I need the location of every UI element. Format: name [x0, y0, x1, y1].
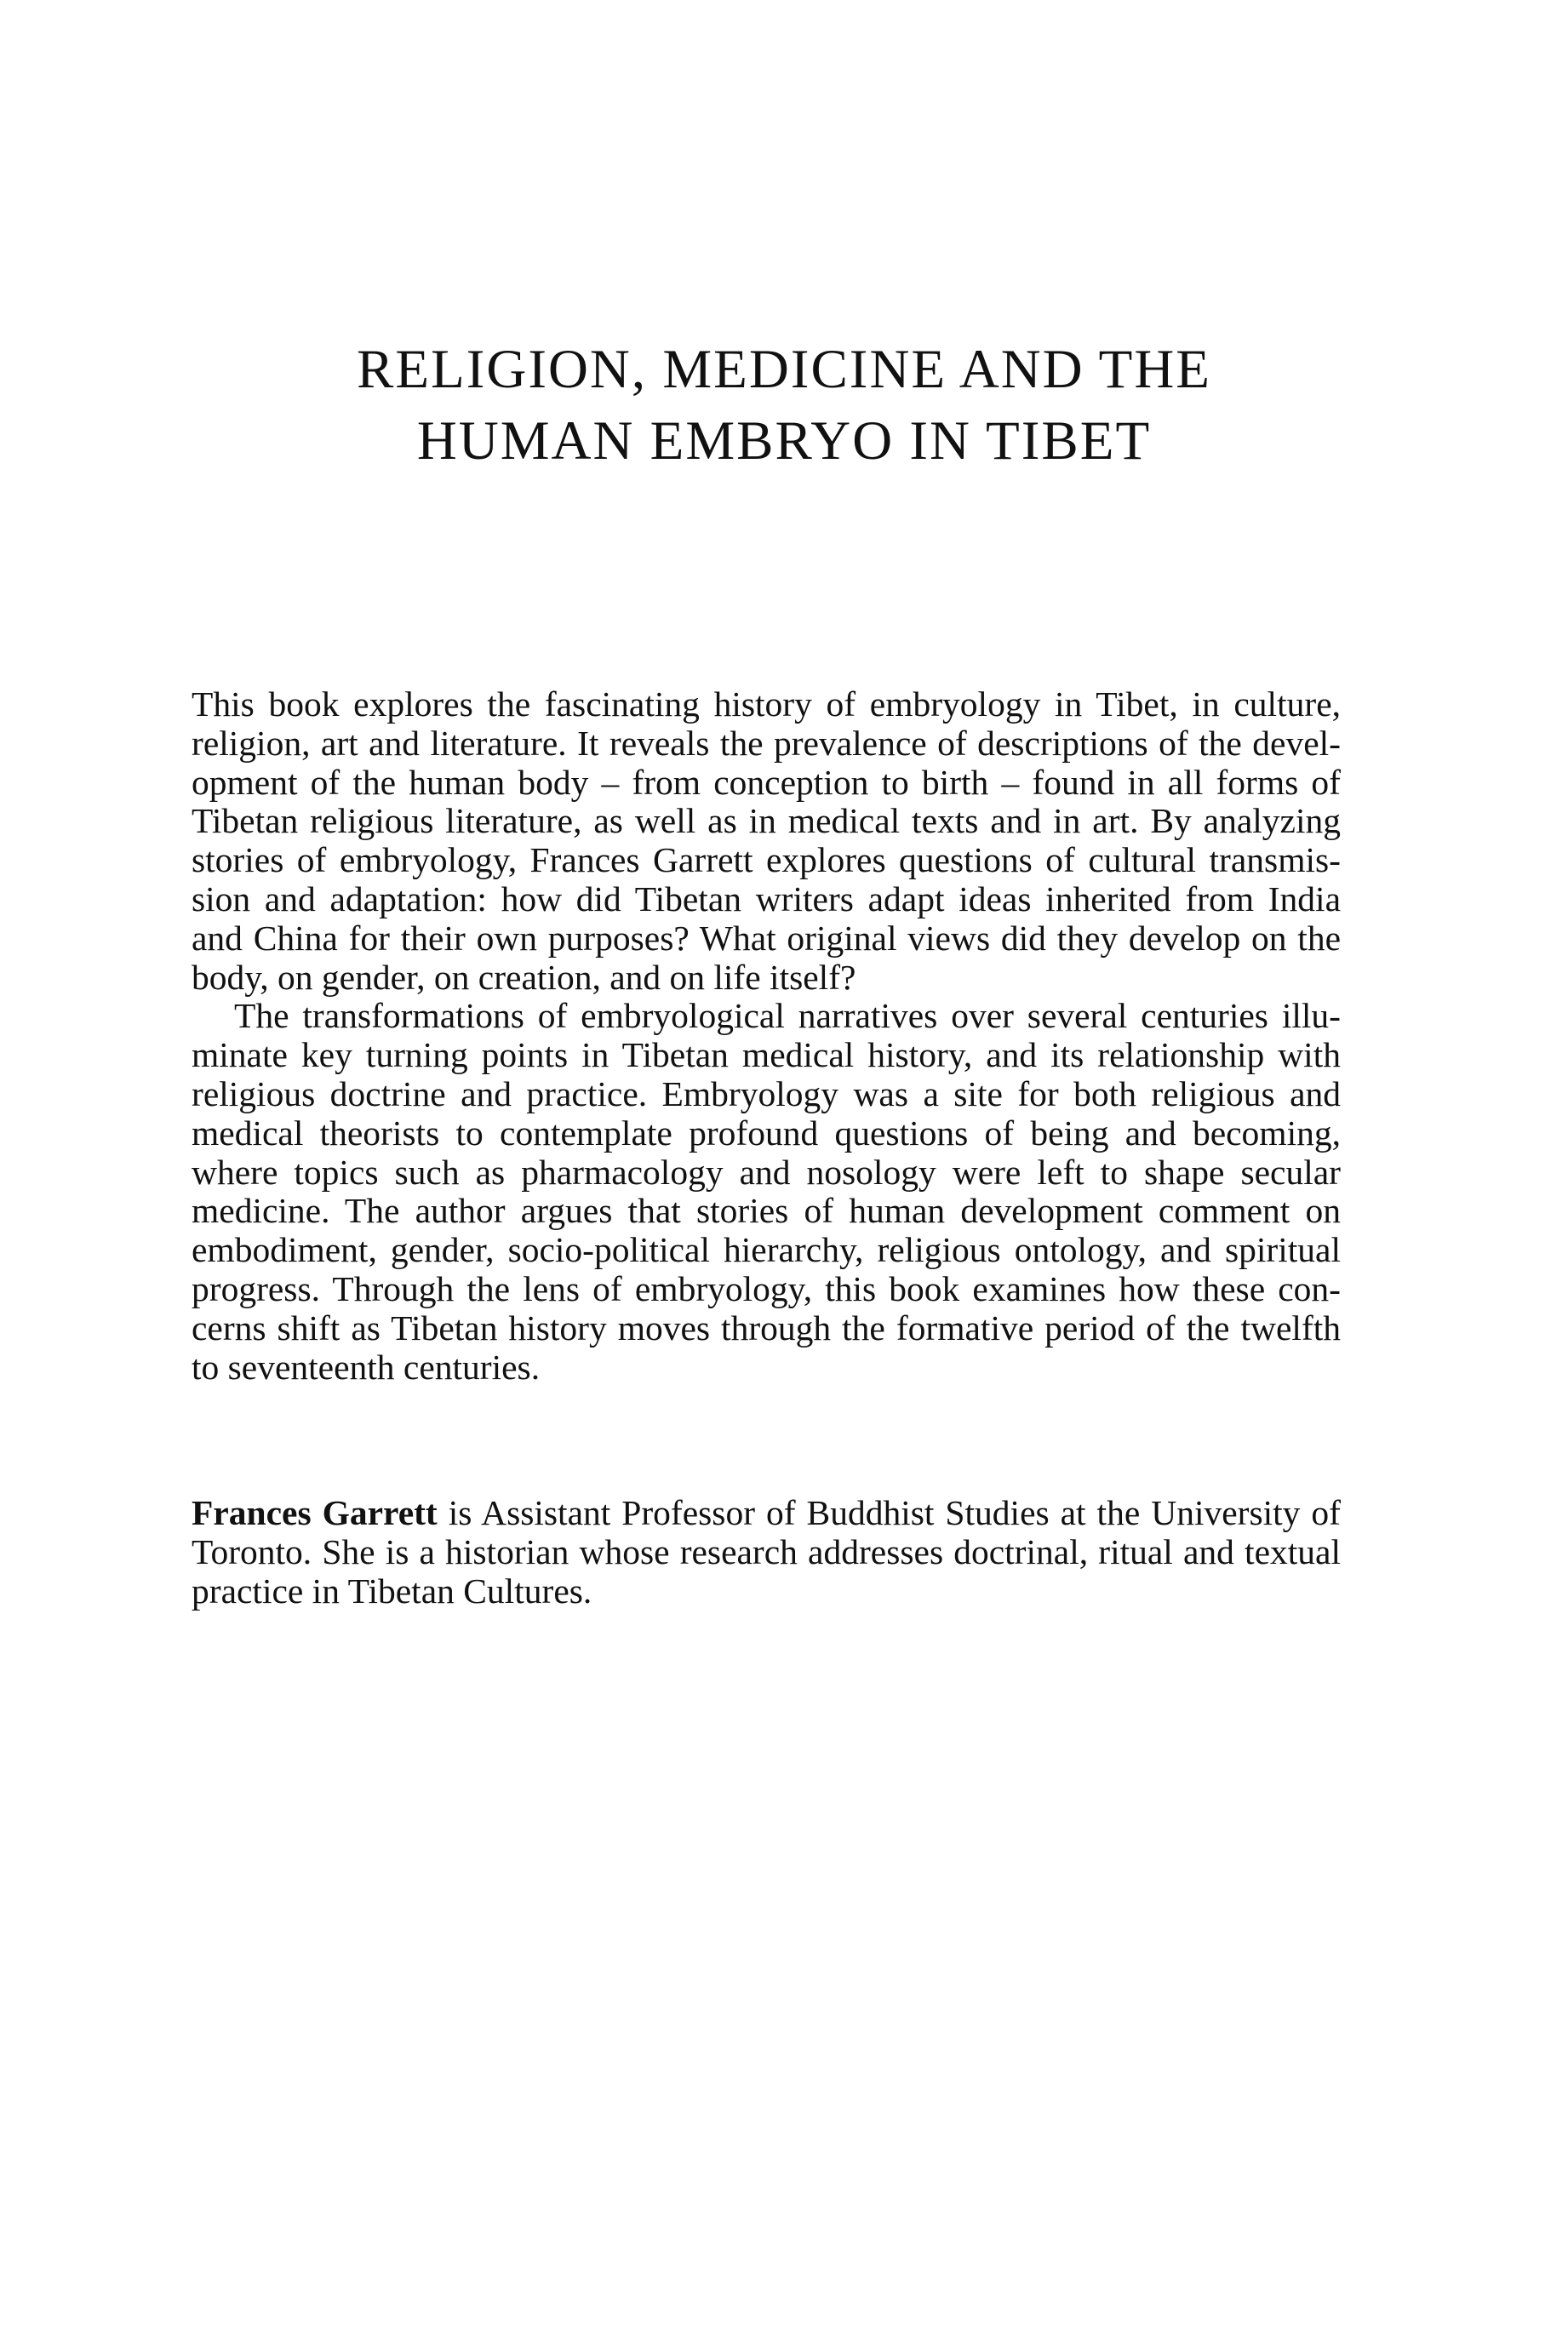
description-paragraph-1: This book explores the fascinating history of embryology in Tibet, in culture, religion, art and literature. It reveals the prevalence of descriptions of the development of the human body – from conception to birth – found in all forms of Tibetan religious literature, as well as in medical texts and in art. By analyzing stories of embryology, Frances Garrett explores questions of cultural transmission and adaptation: how did Tibetan writers adapt ideas inherited from India and China for their own purposes? What original views did they develop on the body, on gender, on creation, and on life itself? [192, 684, 1341, 997]
book-description [192, 685, 1341, 1387]
author-name: Frances Garrett [192, 1493, 438, 1532]
book-title [0, 334, 1568, 477]
author-bio-text: is Assistant Professor of Buddhist Studies at the University of Toronto. She is a historian whose research addresses doctrinal, ritual and textual practice in Tibetan Cultures. [192, 1493, 1341, 1611]
book-title-line-1: RELIGION, MEDICINE AND THE [356, 339, 1212, 400]
author-bio [192, 1494, 1341, 1611]
book-title-line-2: HUMAN EMBRYO IN TIBET [416, 410, 1152, 472]
description-paragraph-2: The transformations of embryological narratives over several centuries illuminate key turning points in Tibetan medical history, and its relationship with religious doctrine and practice. Embryology was a site for both religious and medical theorists to contemplate profound questions of being and becoming, where topics such as pharmacology and nosology were left to shape secular medicine. The author argues that stories of human development comment on embodiment, gender, socio-political hierarchy, religious ontology, and spiritual progress. Through the lens of embryology, this book examines how these concerns shift as Tibetan history moves through the formative period of the twelfth to seventeenth centuries. [192, 996, 1341, 1387]
